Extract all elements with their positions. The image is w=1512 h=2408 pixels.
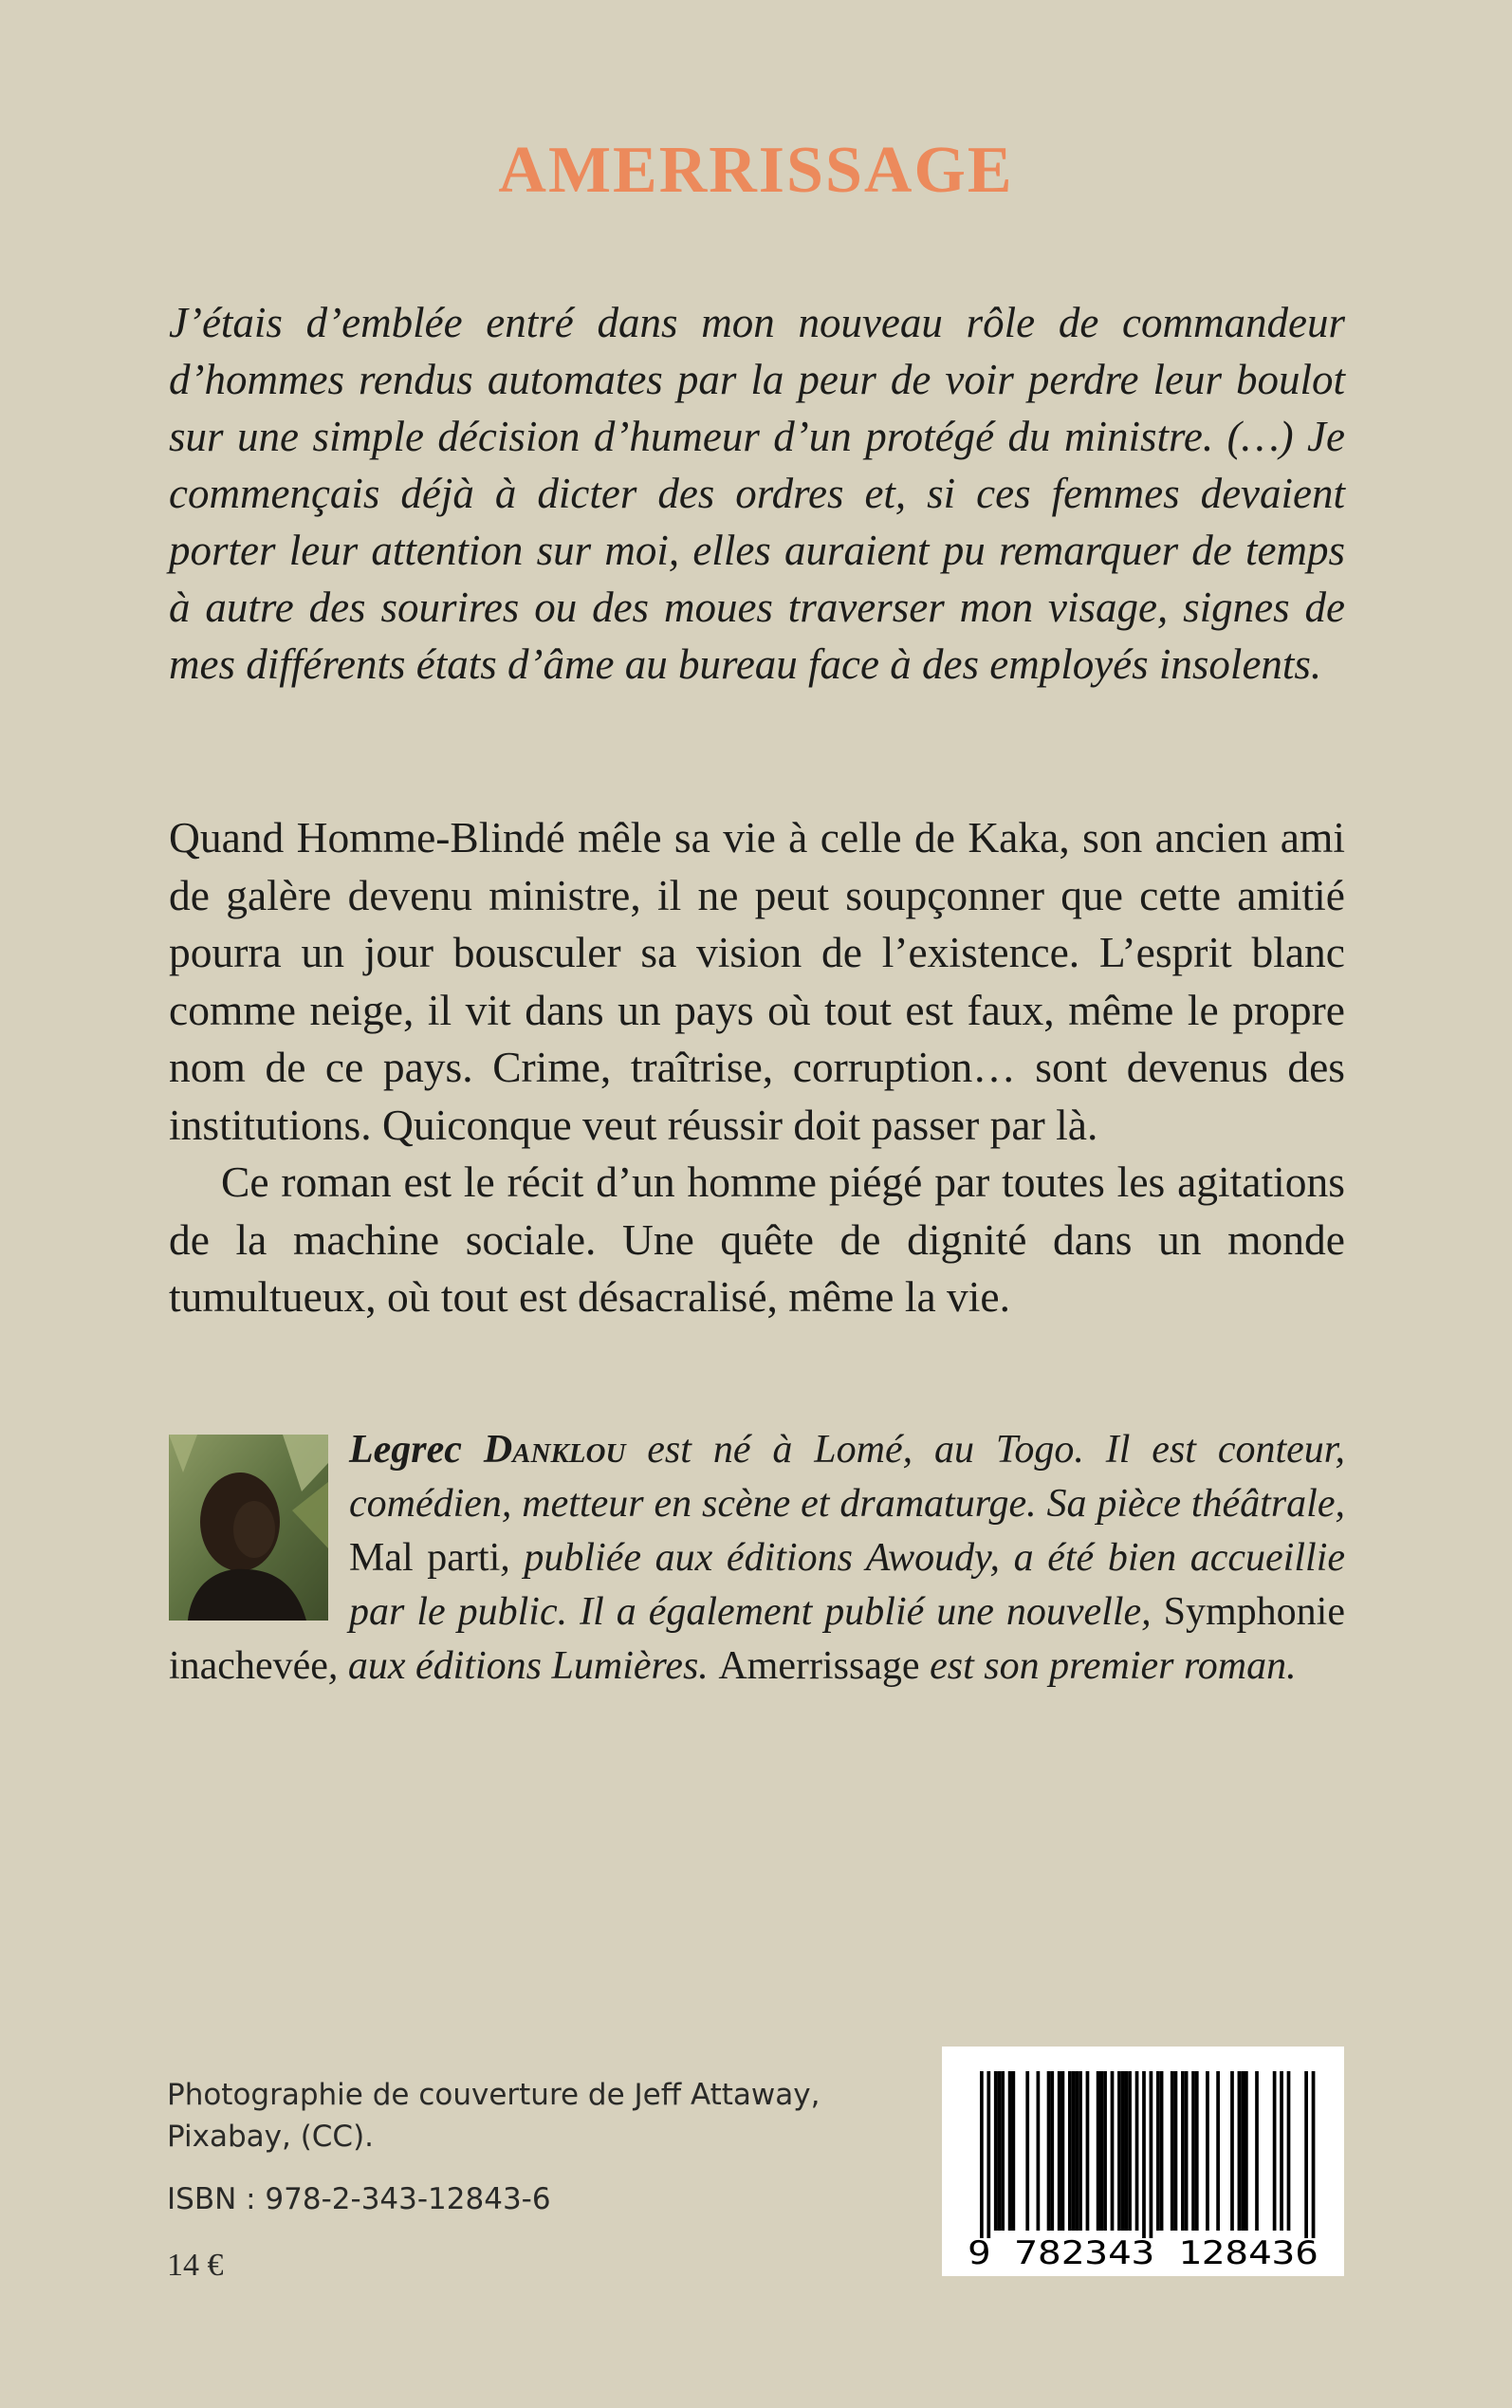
author-photo — [169, 1435, 328, 1621]
barcode — [942, 2047, 1344, 2276]
barcode-bar — [1312, 2071, 1316, 2238]
barcode-bar — [994, 2071, 998, 2231]
bio-text-1: est né à Lomé, au Togo. Il est conteur, comédien, metteur en scène et dramaturge. Sa pièce théâtrale, — [349, 1428, 1345, 1526]
barcode-bar — [1304, 2071, 1308, 2238]
synopsis-paragraph-1: Quand Homme-Blindé mêle sa vie à celle de Kaka, son ancien ami de galère devenu ministre, il ne peut soupçonner que cette amitié pourra un jour bousculer sa vision de l’existence. L’esprit blanc comme neige, il vit dans un pays où tout est faux, même le propre nom de ce pays. Crime, traîtrise, corruption… sont devenus des institutions. Quiconque veut réussir doit passer par là. — [169, 813, 1345, 1149]
barcode-bar — [1121, 2071, 1125, 2231]
barcode-graphic — [942, 2047, 1344, 2276]
barcode-bar — [1037, 2071, 1041, 2231]
barcode-bar — [1128, 2071, 1132, 2231]
barcode-bar — [1287, 2071, 1291, 2231]
excerpt-quote: J’étais d’emblée entré dans mon nouveau rôle de commandeur d’hommes rendus automates par la peur de voir perdre leur boulot sur une simple décision d’humeur d’un protégé du ministre. (…) Je commençais déjà à dicter des ordres et, si ces femmes devaient porter leur attention sur moi, elles auraient pu remarquer de temps à autre des sourires ou des moues traverser mon visage, signes de mes différents états d’âme au bureau face à des employés insolents. — [169, 299, 1345, 688]
barcode-bar — [1086, 2071, 1090, 2231]
barcode-bar — [1050, 2071, 1054, 2231]
barcode-bar — [1273, 2071, 1277, 2231]
barcode-bar — [1142, 2071, 1146, 2238]
synopsis — [169, 809, 1345, 1326]
photo-credit-line-1: Photographie de couverture de Jeff Attaway, — [167, 2078, 821, 2112]
barcode-bar — [1068, 2071, 1072, 2231]
barcode-bar — [1025, 2071, 1029, 2231]
bio-text-2: , publiée aux éditions Awoudy, a été bien accueillie par le public. Il a également publié une nouvelle, — [349, 1536, 1345, 1634]
barcode-bar — [1171, 2071, 1174, 2231]
barcode-bar — [1230, 2071, 1234, 2231]
barcode-bar — [1047, 2071, 1051, 2231]
work-title-mal-parti: Mal parti — [349, 1536, 501, 1580]
barcode-bar — [1160, 2071, 1164, 2231]
barcode-bar — [1150, 2071, 1153, 2238]
barcode-bar — [1135, 2071, 1139, 2231]
barcode-bar — [1181, 2071, 1185, 2231]
barcode-bar — [1103, 2071, 1107, 2231]
author-first-name: Legrec — [349, 1428, 484, 1472]
barcode-bar — [1245, 2071, 1248, 2231]
book-title: AMERRISSAGE — [498, 134, 1014, 207]
barcode-number: 9 782343 128436 — [968, 2234, 1318, 2272]
barcode-bar — [1195, 2071, 1199, 2231]
barcode-bars — [980, 2071, 1315, 2238]
bio-text-3: , aux éditions Lumières. — [327, 1644, 719, 1688]
barcode-bar — [986, 2071, 990, 2238]
barcode-bar — [1097, 2071, 1100, 2231]
barcode-bar — [980, 2071, 984, 2238]
barcode-bar — [1206, 2071, 1209, 2231]
barcode-bar — [1216, 2071, 1220, 2231]
barcode-bar — [1174, 2071, 1178, 2231]
barcode-bar — [1280, 2071, 1283, 2231]
author-bio — [169, 1423, 1345, 1694]
barcode-bar — [1061, 2071, 1065, 2231]
barcode-bar — [1079, 2071, 1082, 2231]
barcode-bar — [1241, 2071, 1245, 2231]
barcode-bar — [998, 2071, 1002, 2231]
work-title-amerrissage: Amerrissage — [718, 1644, 920, 1688]
photo-credit-line-2: Pixabay, (CC). — [167, 2120, 375, 2154]
barcode-bar — [1075, 2071, 1079, 2231]
barcode-bar — [1011, 2071, 1015, 2231]
isbn: ISBN : 978-2-343-12843-6 — [167, 2182, 551, 2216]
barcode-bar — [1156, 2071, 1160, 2231]
barcode-bar — [1117, 2071, 1121, 2231]
photo-credit — [167, 2074, 820, 2158]
barcode-bar — [1185, 2071, 1189, 2231]
author-last-name: Danklou — [483, 1428, 626, 1472]
barcode-bar — [1099, 2071, 1103, 2231]
barcode-bar — [1001, 2071, 1005, 2231]
synopsis-paragraph-2: Ce roman est le récit d’un homme piégé par toutes les agitations de la machine sociale. Une quête de dignité dans un monde tumultueux, où tout est désacralisé, même la vie. — [169, 1158, 1345, 1321]
price: 14 € — [167, 2248, 224, 2283]
work-title-symphonie: Symphonie inachevée — [169, 1590, 1345, 1688]
barcode-bar — [1238, 2071, 1242, 2231]
barcode-bar — [1072, 2071, 1076, 2231]
bio-text-4: est son premier roman. — [919, 1644, 1297, 1688]
barcode-bar — [1125, 2071, 1129, 2231]
barcode-bar — [1255, 2071, 1259, 2231]
barcode-bar — [1111, 2071, 1115, 2231]
barcode-bar — [1008, 2071, 1012, 2231]
barcode-bar — [1191, 2071, 1195, 2231]
barcode-bar — [1058, 2071, 1061, 2231]
